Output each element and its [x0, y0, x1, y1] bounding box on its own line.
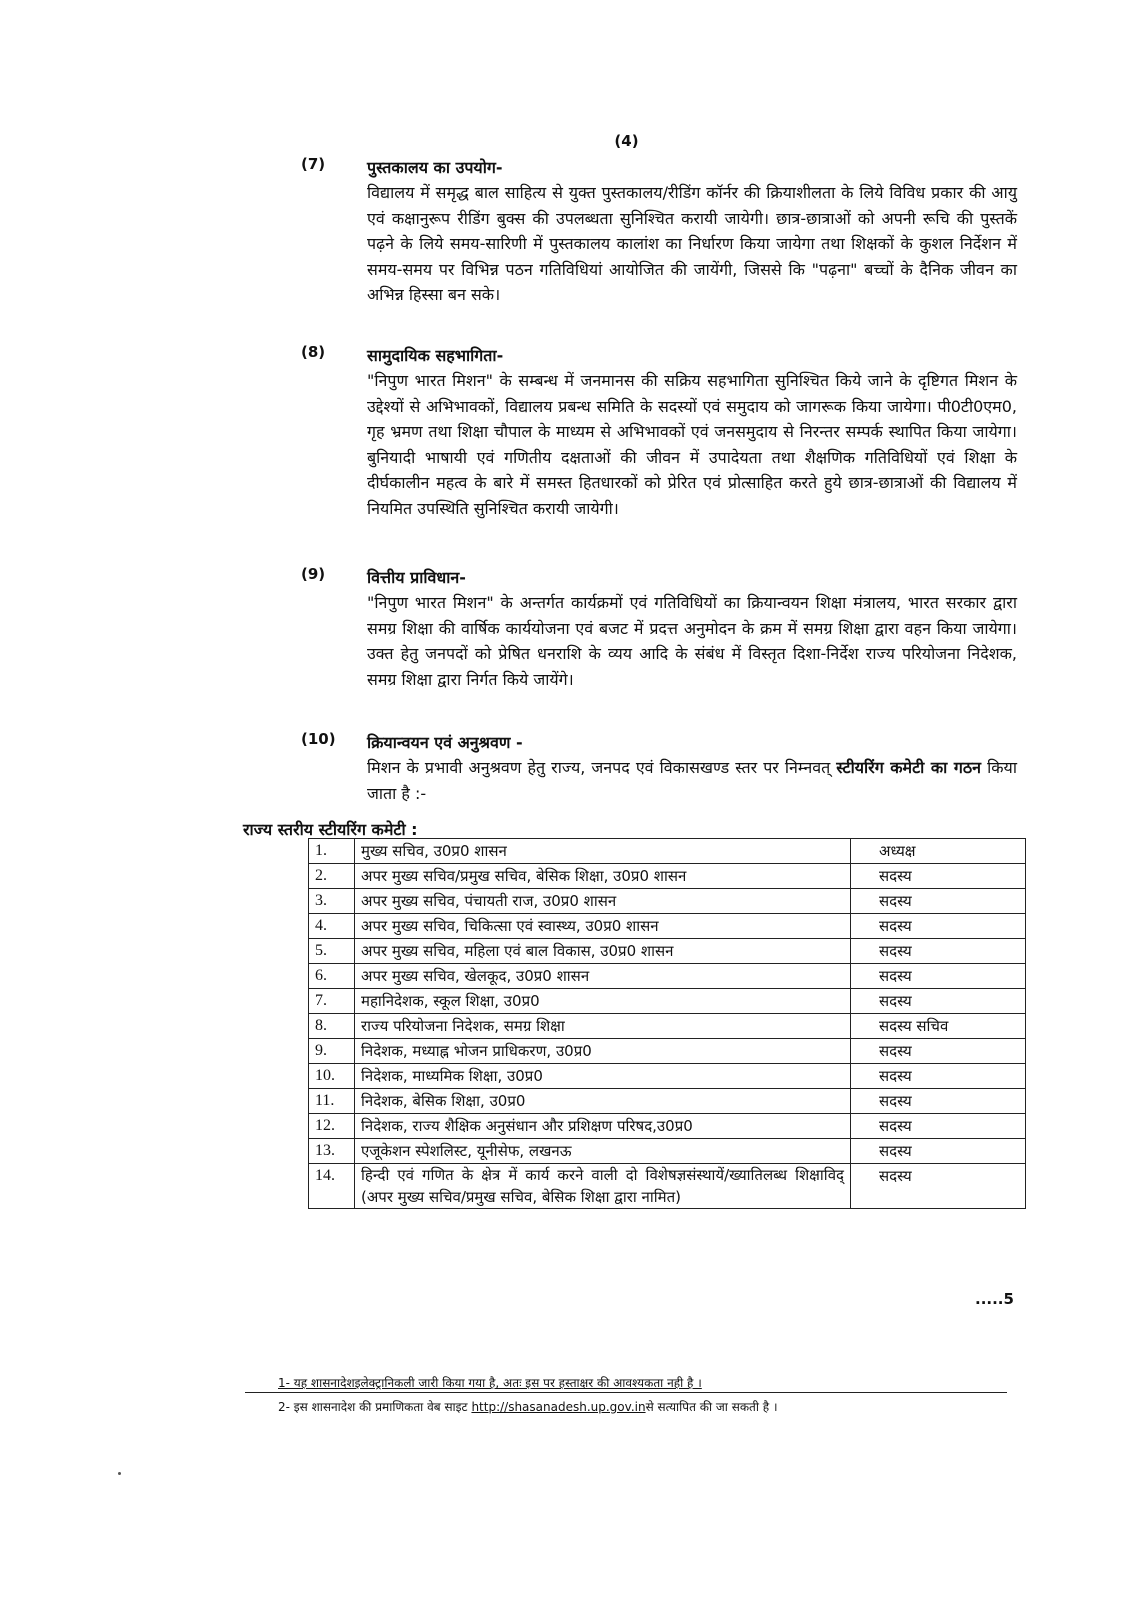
section-title: पुस्तकालय का उपयोग-: [367, 158, 503, 177]
section-body: विद्यालय में समृद्ध बाल साहित्य से युक्त पुस्तकालय/रीडिंग कॉर्नर की क्रियाशीलता के लिये विविध प्रकार की आयु एवं कक्षानुरूप रीडिंग बुक्स की उपलब्धता सुनिश्चित करायी जायेगी। छात्र-छात्राओं को अपनी रूचि की पुस्तकें पढ़ने के लिये समय-सारिणी में पुस्तकालय कालांश का निर्धारण किया जायेगा तथा शिक्षकों के कुशल निर्देशन में समय-समय पर विभिन्न पठन गतिविधियां आयोजित की जायेंगी, जिससे कि "पढ़ना" बच्चों के दैनिक जीवन का अभिन्न हिस्सा बन सके।: [367, 183, 1017, 305]
member-name: अपर मुख्य सचिव/प्रमुख सचिव, बेसिक शिक्षा, उ0प्र0 शासन: [355, 864, 851, 889]
body-text: मिशन के प्रभावी अनुश्रवण हेतु राज्य, जनपद एवं विकासखण्ड स्तर पर निम्नवत्: [367, 758, 831, 777]
section-title: क्रियान्वयन एवं अनुश्रवण -: [367, 733, 523, 752]
member-name: एजूकेशन स्पेशलिस्ट, यूनीसेफ, लखनऊ: [355, 1139, 851, 1164]
table-row: [309, 964, 1026, 989]
section-number: (8): [301, 343, 326, 361]
verification-link[interactable]: http://shasanadesh.up.gov.in: [471, 1400, 646, 1414]
row-number: 11.: [309, 1089, 355, 1114]
footer-text: 2- इस शासनादेश की प्रमाणिकता वेब साइट: [278, 1400, 468, 1414]
table-row: [309, 1089, 1026, 1114]
member-role: सदस्य: [851, 964, 1026, 989]
member-name: निदेशक, मध्याह्न भोजन प्राधिकरण, उ0प्र0: [355, 1039, 851, 1064]
member-name: अपर मुख्य सचिव, चिकित्सा एवं स्वास्थ्य, उ0प्र0 शासन: [355, 914, 851, 939]
table-row: [309, 864, 1026, 889]
member-name: हिन्दी एवं गणित के क्षेत्र में कार्य करने वाली दो विशेषज्ञसंस्थायें/ख्यातिलब्ध शिक्षाविद् (अपर मुख्य सचिव/प्रमुख सचिव, बेसिक शिक्षा द्वारा नामित): [355, 1164, 851, 1209]
table-row: [309, 889, 1026, 914]
table-row: [309, 1064, 1026, 1089]
row-number: 2.: [309, 864, 355, 889]
table-row: [309, 1014, 1026, 1039]
member-role: सदस्य: [851, 1039, 1026, 1064]
section-number: (9): [301, 565, 326, 583]
row-number: 1.: [309, 839, 355, 864]
row-number: 5.: [309, 939, 355, 964]
section-title: सामुदायिक सहभागिता-: [367, 346, 504, 365]
section-implementation: [301, 730, 1017, 806]
member-role: सदस्य: [851, 1139, 1026, 1164]
next-page-indicator: .....5: [975, 1290, 1014, 1308]
member-role: सदस्य: [851, 914, 1026, 939]
member-role: सदस्य: [851, 1089, 1026, 1114]
member-role: सदस्य सचिव: [851, 1014, 1026, 1039]
member-role: अध्यक्ष: [851, 839, 1026, 864]
scan-speck: [118, 1472, 121, 1475]
member-name: अपर मुख्य सचिव, खेलकूद, उ0प्र0 शासन: [355, 964, 851, 989]
member-role: सदस्य: [851, 1114, 1026, 1139]
member-role: सदस्य: [851, 1064, 1026, 1089]
footer-note-2: [278, 1398, 778, 1415]
member-name: अपर मुख्य सचिव, पंचायती राज, उ0प्र0 शासन: [355, 889, 851, 914]
section-number: (7): [301, 155, 326, 173]
member-name: मुख्य सचिव, उ0प्र0 शासन: [355, 839, 851, 864]
member-name: निदेशक, बेसिक शिक्षा, उ0प्र0: [355, 1089, 851, 1114]
table-row: [309, 1114, 1026, 1139]
member-role: सदस्य: [851, 989, 1026, 1014]
member-name: अपर मुख्य सचिव, महिला एवं बाल विकास, उ0प्र0 शासन: [355, 939, 851, 964]
section-title: वित्तीय प्राविधान-: [367, 568, 466, 587]
body-bold-text: स्टीयरिंग कमेटी का गठन: [836, 758, 982, 777]
member-name: निदेशक, राज्य शैक्षिक अनुसंधान और प्रशिक्षण परिषद,उ0प्र0: [355, 1114, 851, 1139]
row-number: 13.: [309, 1139, 355, 1164]
section-number: (10): [301, 730, 336, 748]
row-number: 3.: [309, 889, 355, 914]
section-finance: [301, 565, 1017, 692]
section-body: "निपुण भारत मिशन" के अन्तर्गत कार्यक्रमों एवं गतिविधियों का क्रियान्वयन शिक्षा मंत्रालय, भारत सरकार द्वारा समग्र शिक्षा की वार्षिक कार्ययोजना एवं बजट में प्रदत्त अनुमोदन के क्रम में समग्र शिक्षा द्वारा वहन किया जायेगा। उक्त हेतु जनपदों को प्रेषित धनराशि के व्यय आदि के संबंध में विस्तृत दिशा-निर्देश राज्य परियोजना निदेशक, समग्र शिक्षा द्वारा निर्गत किये जायेंगे।: [367, 593, 1017, 689]
row-number: 9.: [309, 1039, 355, 1064]
committee-title: राज्य स्तरीय स्टीयरिंग कमेटी :: [243, 820, 418, 839]
table-row: [309, 1139, 1026, 1164]
section-body: [367, 755, 1017, 806]
row-number: 6.: [309, 964, 355, 989]
row-number: 12.: [309, 1114, 355, 1139]
table-row: [309, 839, 1026, 864]
section-community: [301, 343, 1017, 522]
page-number: (4): [614, 132, 639, 150]
row-number: 10.: [309, 1064, 355, 1089]
member-role: सदस्य: [851, 864, 1026, 889]
member-role: सदस्य: [851, 939, 1026, 964]
member-role: सदस्य: [851, 1164, 1026, 1209]
member-role: सदस्य: [851, 889, 1026, 914]
body-text: किया जाता है :-: [367, 758, 1017, 803]
table-row: [309, 914, 1026, 939]
row-number: 4.: [309, 914, 355, 939]
table-row: [309, 939, 1026, 964]
table-row: [309, 1164, 1026, 1209]
row-number: 7.: [309, 989, 355, 1014]
member-name: राज्य परियोजना निदेशक, समग्र शिक्षा: [355, 1014, 851, 1039]
table-row: [309, 1039, 1026, 1064]
row-number: 8.: [309, 1014, 355, 1039]
section-library: [301, 155, 1017, 308]
section-body: "निपुण भारत मिशन" के सम्बन्ध में जनमानस की सक्रिय सहभागिता सुनिश्चित किये जाने के दृष्टिगत मिशन के उद्देश्यों से अभिभावकों, विद्यालय प्रबन्ध समिति के सदस्यों एवं समुदाय को जागरूक किया जायेगा। पी0टी0एम0, गृह भ्रमण तथा शिक्षा चौपाल के माध्यम से अभिभावकों एवं जनसमुदाय से निरन्तर सम्पर्क स्थापित किया जायेगा। बुनियादी भाषायी एवं गणितीय दक्षताओं की जीवन में उपादेयता तथा शैक्षणिक गतिविधियों एवं शिक्षा के दीर्घकालीन महत्व के बारे में समस्त हितधारकों को प्रेरित एवं प्रोत्साहित करते हुये छात्र-छात्राओं की विद्यालय में नियमित उपस्थिति सुनिश्चित करायी जायेगी।: [367, 371, 1017, 518]
footer-text: से सत्यापित की जा सकती है ।: [645, 1400, 778, 1414]
footer-note-1: 1- यह शासनादेशइलेक्ट्रानिकली जारी किया गया है, अतः इस पर हस्ताक्षर की आवश्यकता नही है ।: [278, 1376, 702, 1390]
member-name: निदेशक, माध्यमिक शिक्षा, उ0प्र0: [355, 1064, 851, 1089]
footer-divider: [245, 1392, 1007, 1393]
committee-table: [308, 838, 1026, 1209]
table-row: [309, 989, 1026, 1014]
row-number: 14.: [309, 1164, 355, 1209]
member-name: महानिदेशक, स्कूल शिक्षा, उ0प्र0: [355, 989, 851, 1014]
